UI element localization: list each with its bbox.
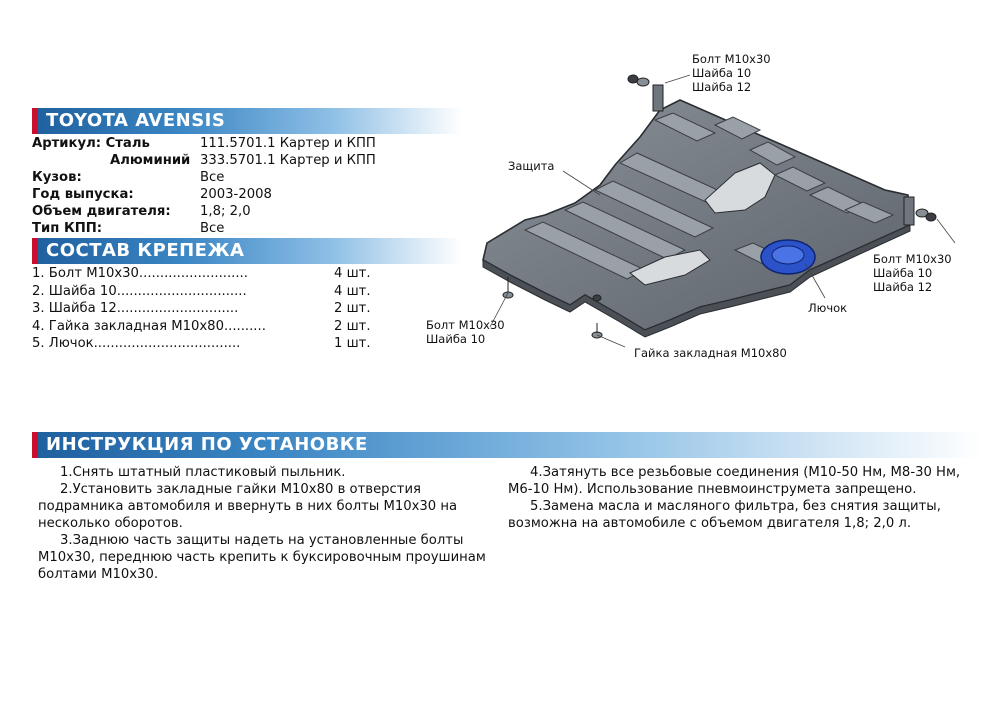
instruction-step: 4.Затянуть все резьбовые соединения (М10-50 Нм, М8-30 Нм, М6-10 Нм). Использование пневмоинструмета запрещено. [508, 465, 961, 497]
article-aluminium-value: 333.5701.1 Картер и КПП [200, 153, 376, 168]
kit-item-name: 1. Болт М10х30.......................... [32, 266, 248, 281]
kit-item-name: 4. Гайка закладная М10х80.......... [32, 318, 266, 334]
model-title-banner [32, 108, 462, 134]
callout-top-bolts [692, 52, 771, 94]
hatch-cover-inner [772, 246, 804, 264]
year-value: 2003-2008 [200, 187, 272, 202]
kit-item-qty: 2 шт. [334, 318, 371, 334]
aluminium-label: Алюминий [110, 153, 191, 168]
callout-text: Болт М10х30 [873, 252, 952, 266]
callout-left-bolts [426, 318, 505, 346]
list-item [32, 335, 377, 353]
instruction-step: 5.Замена масла и масляного фильтра, без снятия защиты, возможна на автомобиле с объемом двигателя 1,8; 2,0 л. [508, 499, 941, 531]
callout-right-bolts [873, 252, 952, 294]
kit-item-name: 2. Шайба 10............................... [32, 283, 247, 299]
callout-text: Болт М10х30 [426, 318, 505, 332]
gearbox-label: Тип КПП: [32, 221, 103, 236]
callout-text: Лючок [808, 301, 848, 315]
kit-item-qty: 2 шт. [334, 301, 371, 316]
list-item [32, 300, 377, 318]
instruction-step: 3.Заднюю часть защиты надеть на установленные болты М10х30, переднюю часть крепить к буксировочным проушинам болтами М10х30. [38, 533, 486, 582]
instructions-left-column [38, 464, 503, 583]
instructions-title-banner [32, 432, 982, 458]
callout-hatch [808, 301, 847, 315]
instructions-right-column [508, 464, 988, 532]
gearbox-value: Все [200, 221, 225, 236]
kit-title-banner [32, 238, 462, 264]
bolt-group-top [628, 75, 663, 111]
instruction-step: 1.Снять штатный пластиковый пыльник. [60, 465, 346, 480]
list-item [32, 265, 377, 283]
kit-item-qty: 1 шт. [334, 336, 371, 351]
callout-text: Болт М10х30 [692, 52, 771, 66]
instructions-title: ИНСТРУКЦИЯ ПО УСТАНОВКЕ [46, 434, 368, 455]
list-item [32, 318, 377, 336]
kit-item-qty: 4 шт. [334, 283, 371, 299]
model-title: TOYOTA AVENSIS [46, 110, 226, 131]
engine-label: Объем двигателя: [32, 204, 171, 219]
callout-text: Шайба 10 [873, 266, 933, 280]
kit-item-qty: 4 шт. [334, 266, 371, 281]
kit-item-name: 5. Лючок................................... [32, 336, 241, 351]
bolt-group-right [904, 197, 936, 225]
callout-text: Гайка закладная М10х80 [634, 346, 787, 360]
kit-item-name: 3. Шайба 12............................. [32, 301, 239, 316]
callout-nut [634, 346, 787, 360]
callout-text: Шайба 10 [692, 66, 752, 80]
instruction-step: 2.Установить закладные гайки М10х80 в отверстия подрамника автомобиля и ввернуть в них болты М10х30 на несколько оборотов. [38, 482, 458, 531]
callout-text: Шайба 12 [873, 280, 933, 294]
year-label: Год выпуска: [32, 187, 134, 202]
body-value: Все [200, 170, 225, 185]
callout-shield [508, 159, 554, 173]
engine-value: 1,8; 2,0 [200, 204, 251, 219]
callout-text: Шайба 10 [426, 332, 486, 346]
article-steel-value: 111.5701.1 Картер и КПП [200, 136, 376, 151]
callout-text: Защита [508, 159, 555, 173]
body-label: Кузов: [32, 170, 82, 185]
article-label: Артикул: Сталь [32, 136, 150, 151]
kit-title: СОСТАВ КРЕПЕЖА [46, 240, 245, 261]
kit-list [32, 265, 377, 353]
callout-text: Шайба 12 [692, 80, 752, 94]
list-item [32, 283, 377, 301]
